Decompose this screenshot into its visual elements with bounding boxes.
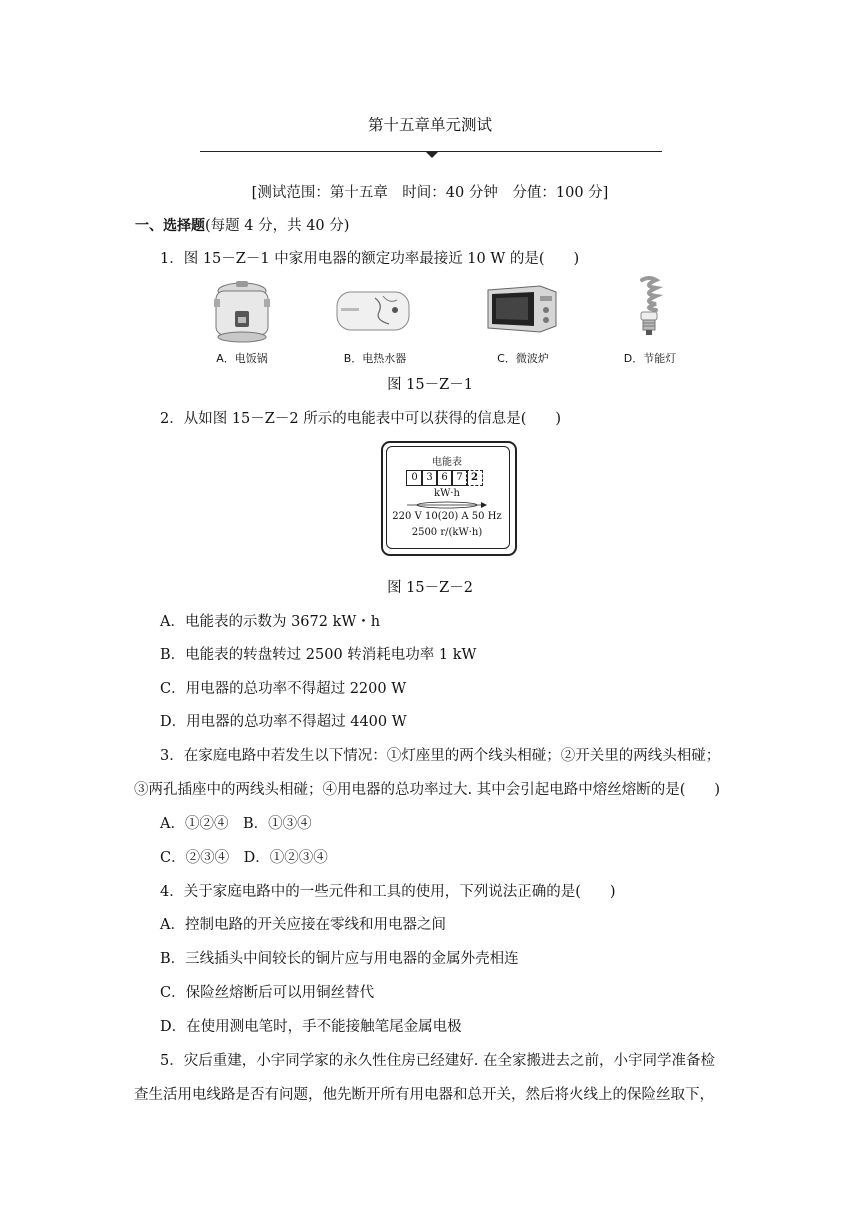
q3-options-row-1: A．①②④ B．①③④	[160, 816, 312, 832]
meter-disc-arrow-icon	[405, 500, 489, 510]
figure-2-caption: 图 15－Z－2	[387, 580, 473, 596]
meter-digit: 3	[421, 470, 438, 486]
q2-option-a: A．电能表的示数为 3672 kW・h	[160, 614, 381, 630]
meter-title: 电能表	[432, 457, 462, 468]
question-5-line-1: 5．灾后重建，小宇同学家的永久性住房已经建好. 在全家搬进去之前，小宇同学准备检	[160, 1053, 715, 1069]
section-heading	[135, 214, 349, 235]
question-2: 2．从如图 15－Z－2 所示的电能表中可以获得的信息是( )	[160, 411, 562, 427]
figure-1-caption: 图 15－Z－1	[387, 377, 473, 393]
title-rule-arrow	[425, 151, 439, 158]
section-title: 一、选择题	[135, 218, 205, 234]
microwave-icon	[484, 280, 558, 336]
meter-unit: kW·h	[434, 488, 460, 499]
water-heater-icon	[335, 288, 411, 334]
test-scope: [测试范围：第十五章 时间：40 分钟 分值：100 分]	[251, 185, 609, 201]
q1-option-d: D．节能灯	[623, 352, 677, 365]
q1-option-c: C．微波炉	[497, 352, 549, 365]
q3-options-row-2: C．②③④ D．①②③④	[160, 850, 328, 866]
q1-option-b: B．电热水器	[343, 352, 407, 365]
q4-option-d: D．在使用测电笔时，手不能接触笔尾金属电极	[160, 1019, 462, 1035]
q2-option-d: D．用电器的总功率不得超过 4400 W	[160, 714, 407, 730]
meter-digit-decimal: 2	[466, 470, 483, 486]
energy-saving-lamp-icon	[635, 276, 663, 338]
question-4: 4．关于家庭电路中的一些元件和工具的使用，下列说法正确的是( )	[160, 884, 616, 900]
question-3-line-1: 3．在家庭电路中若发生以下情况：①灯座里的两个线头相碰；②开关里的两线头相碰；	[160, 748, 721, 764]
question-3-line-2: ③两孔插座中的两线头相碰；④用电器的总功率过大. 其中会引起电路中熔丝熔断的是( )	[134, 782, 721, 798]
question-5-line-2: 查生活用电线路是否有问题，他先断开所有用电器和总开关，然后将火线上的保险丝取下，	[134, 1087, 714, 1103]
q4-option-b: B．三线插头中间较长的铜片应与用电器的金属外壳相连	[160, 951, 519, 967]
section-note: (每题 4 分，共 40 分)	[205, 218, 350, 234]
question-1: 1．图 15－Z－1 中家用电器的额定功率最接近 10 W 的是( )	[160, 251, 580, 267]
meter-digit: 0	[406, 470, 423, 486]
q2-option-b: B．电能表的转盘转过 2500 转消耗电功率 1 kW	[160, 647, 477, 663]
q1-option-a: A．电饭锅	[216, 352, 268, 365]
q4-option-c: C．保险丝熔断后可以用铜丝替代	[160, 985, 375, 1001]
meter-rate: 2500 r/(kW·h)	[411, 527, 483, 538]
q2-option-c: C．用电器的总功率不得超过 2200 W	[160, 681, 407, 697]
meter-digit: 6	[436, 470, 453, 486]
q4-option-a: A．控制电路的开关应接在零线和用电器之间	[160, 917, 446, 933]
meter-spec: 220 V 10(20) A 50 Hz	[392, 511, 502, 522]
meter-digit: 7	[451, 470, 468, 486]
rice-cooker-icon	[209, 279, 275, 345]
page-title: 第十五章单元测试	[367, 116, 492, 134]
